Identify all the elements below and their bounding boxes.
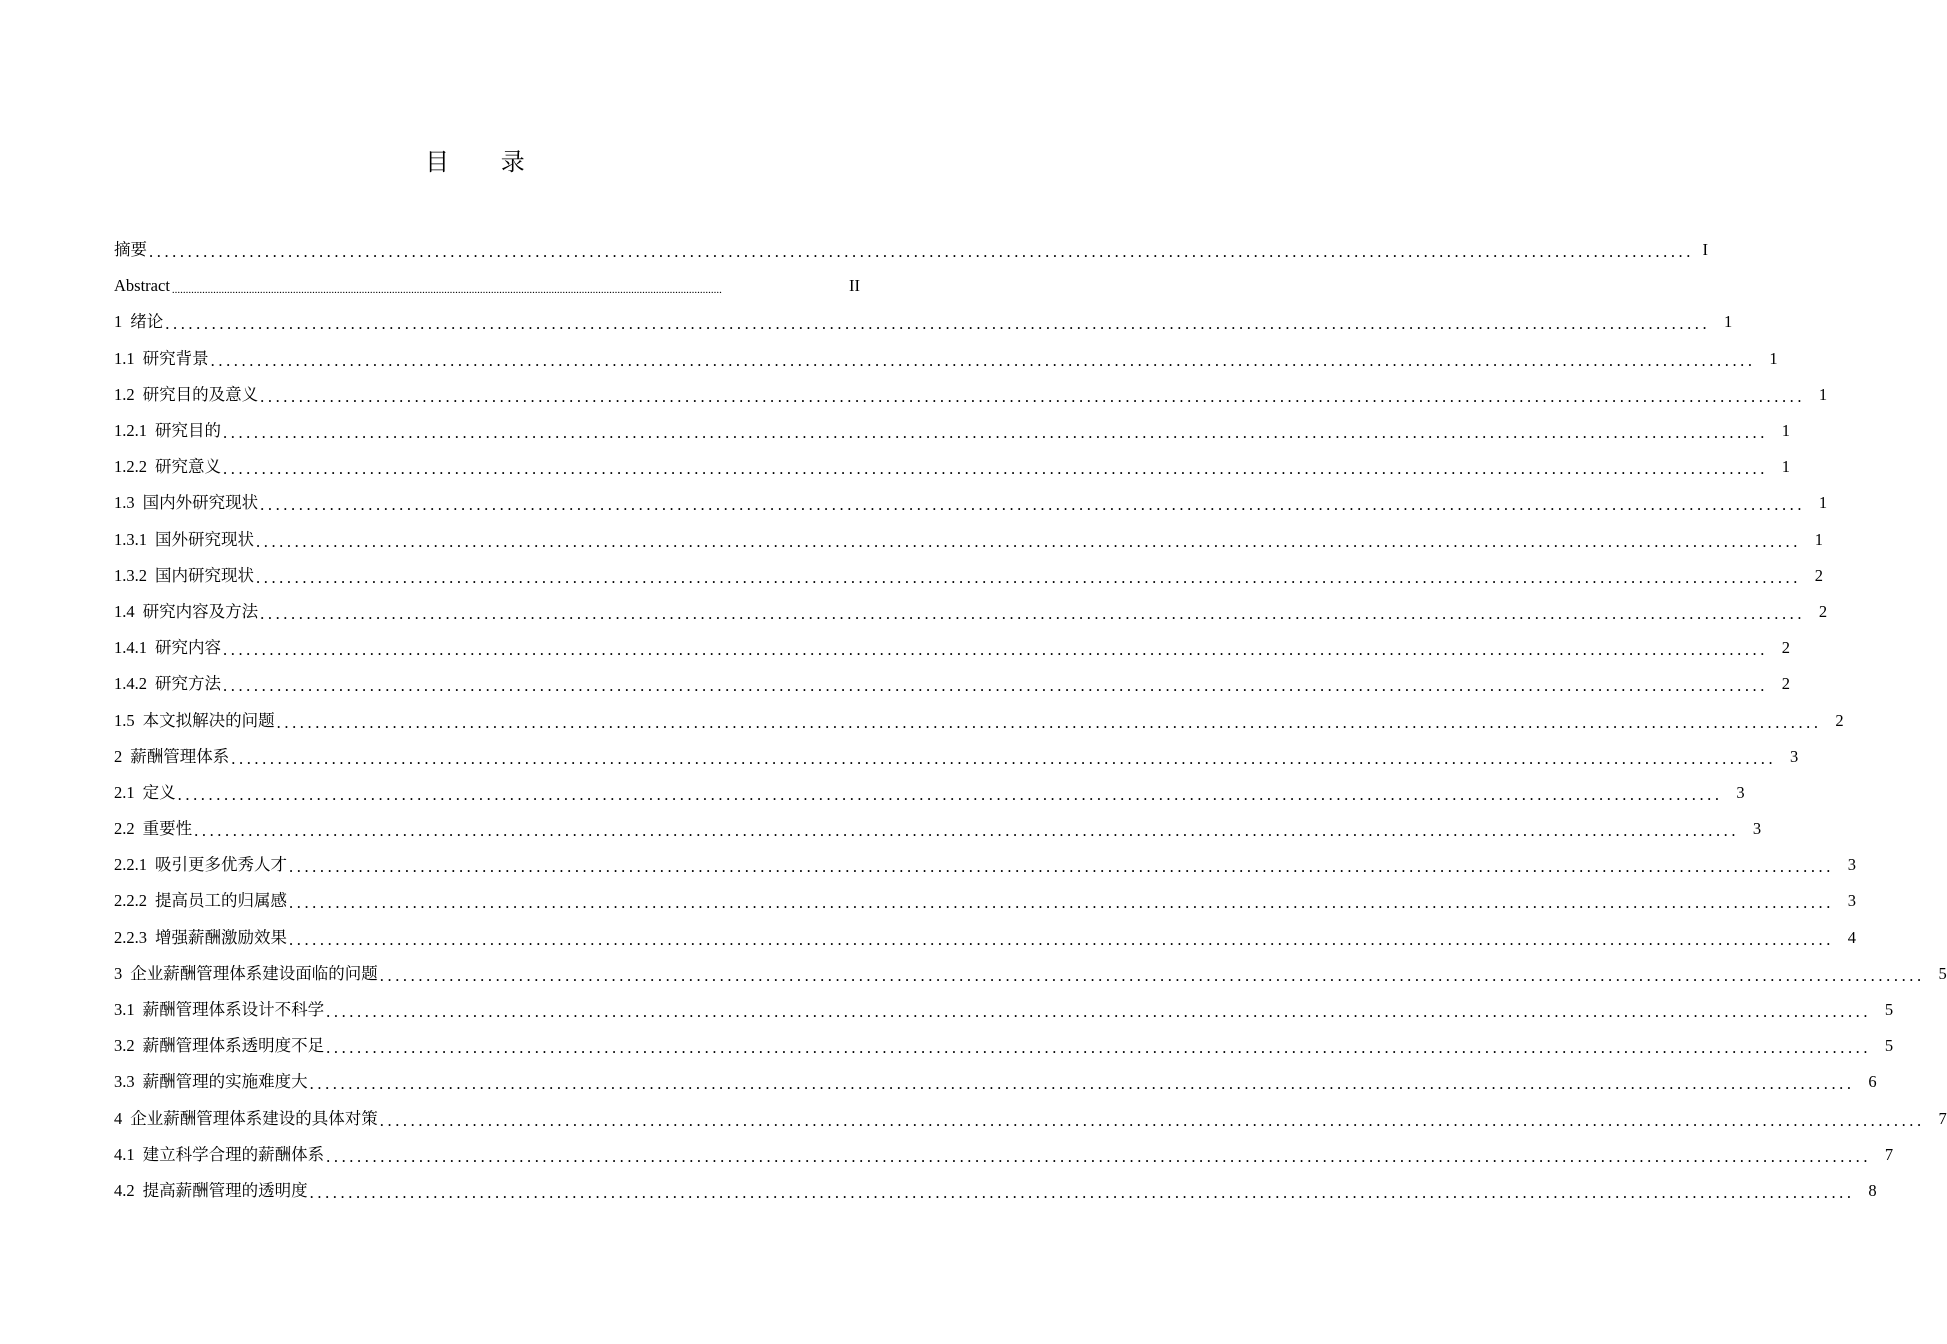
toc-leader-dots: ........................................................................................................................................................................................................ (379, 965, 1925, 985)
toc-entry-text: 国内外研究现状 (142, 493, 259, 513)
toc-entry[interactable] (114, 1028, 1894, 1064)
toc-entry-text: 研究方法 (155, 674, 221, 694)
toc-entry-number: 1.3.2 (114, 565, 147, 585)
toc-entry-label (114, 891, 287, 911)
toc-entry-number: 1.4 (114, 601, 135, 621)
toc-entry-page: 5 (1884, 1000, 1894, 1020)
toc-entry-page: 5 (1884, 1036, 1894, 1056)
toc-leader-dots: ........................................................................................................................................................................................................ (223, 423, 1768, 443)
toc-leader-dots: ........................................................................................................................................................................................................ (276, 712, 1822, 732)
toc-leader-dots: ........................................................................................................................................................................................................ (194, 821, 1740, 841)
toc-entry-number: 4.2 (114, 1180, 135, 1200)
toc-entry-number: 2.2.2 (114, 891, 147, 911)
toc-entry[interactable] (114, 341, 1778, 377)
toc-entry-page: II (849, 276, 860, 296)
toc-entry-number: 1 (114, 312, 123, 332)
toc-leader-dots: ........................................................................................................................................................................................................ (223, 676, 1768, 696)
toc-entry-text: 建立科学合理的薪酬体系 (142, 1144, 325, 1164)
toc-entry-page: 4 (1847, 927, 1856, 947)
toc-entry-text: 研究内容 (155, 638, 221, 658)
toc-entry-text: 绪论 (130, 312, 164, 332)
toc-entry-page: 3 (1790, 746, 1799, 766)
toc-entry-label (114, 349, 209, 369)
toc-leader-dots: ........................................................................................................................................................................................................ (210, 350, 1756, 370)
toc-entry-page: 3 (1847, 891, 1856, 911)
toc-entry-page: 1 (1769, 348, 1778, 368)
toc-entry-page: 1 (1781, 457, 1790, 477)
toc-entry-number: 1.5 (114, 710, 135, 730)
toc-entry-text: 吸引更多优秀人才 (155, 855, 287, 875)
toc-entry-page: 3 (1847, 855, 1856, 875)
toc-leader-dots: ........................................................................................................................................................................................................ (289, 857, 1834, 877)
toc-entry-number: 1.2.1 (114, 421, 147, 441)
toc-entry[interactable] (114, 956, 1947, 992)
toc-entry-label (114, 747, 229, 767)
toc-entry-text: 本文拟解决的问题 (142, 710, 275, 730)
toc-entry-page: 2 (1818, 601, 1828, 621)
toc-leader-dots: ........................................................................................................................................................................................................ (149, 242, 1694, 262)
toc-entry-number: 3.3 (114, 1072, 135, 1092)
toc-entry-label (114, 819, 192, 839)
toc-entry-number: 4.1 (114, 1144, 135, 1164)
toc-entry[interactable] (114, 992, 1894, 1028)
toc-entry-label (114, 928, 287, 948)
toc-entry-text: 研究内容及方法 (142, 601, 259, 621)
toc-entry-number: 1.2.2 (114, 457, 147, 477)
toc-entry[interactable] (114, 449, 1790, 485)
toc-entry-number: 2.2.1 (114, 855, 147, 875)
toc-entry-number: 2.1 (114, 782, 135, 802)
toc-leader-dots: ........................................................................................................................................................................................................ (309, 1074, 1855, 1094)
toc-entry-page: 2 (1835, 710, 1844, 730)
toc-entry-number: 1.4.1 (114, 638, 147, 658)
toc-entry-label (114, 530, 254, 550)
toc-entry-text: 提高员工的归属感 (155, 891, 287, 911)
toc-entry-page: 8 (1868, 1180, 1877, 1200)
toc-entry-label (114, 1109, 378, 1129)
toc-entry-page: 7 (1884, 1144, 1894, 1164)
toc-entry-text: 摘要 (114, 240, 147, 260)
toc-entry-page: 1 (1781, 421, 1790, 441)
toc-entry[interactable] (114, 739, 1799, 775)
toc-entry[interactable] (114, 883, 1856, 919)
toc-entry-label (114, 638, 221, 658)
toc-entry-number: 3.2 (114, 1036, 135, 1056)
toc-entry-label (114, 276, 170, 296)
toc-entry[interactable] (114, 920, 1856, 956)
toc-entry-text: 增强薪酬激励效果 (155, 927, 287, 947)
toc-entry[interactable] (114, 630, 1790, 666)
toc-leader-dots: ........................................................................................................................................................................................................ (231, 748, 1777, 768)
toc-entry-number: 2.2.3 (114, 927, 147, 947)
toc-entry[interactable] (114, 413, 1790, 449)
toc-entry-text: 研究意义 (155, 457, 221, 477)
toc-entry-page: 2 (1814, 565, 1823, 585)
toc-entry-label (114, 240, 147, 260)
toc-entry-label (114, 1181, 308, 1201)
toc-leader-dots: ........................................................................................................................................................................................................ (309, 1182, 1855, 1202)
table-of-contents (114, 232, 1947, 1209)
toc-entry[interactable] (114, 594, 1828, 630)
toc-leader-dots: ........................................................................................................................................................................................................ (223, 459, 1768, 479)
toc-entry-number: 3.1 (114, 1000, 135, 1020)
toc-entry-page: 1 (1818, 384, 1828, 404)
toc-leader-dots: ........................................................................................................................................................................................................ (165, 314, 1711, 334)
toc-entry-page: 7 (1938, 1108, 1947, 1128)
toc-entry-page: 1 (1814, 529, 1823, 549)
toc-entry-number: 1.3 (114, 493, 135, 513)
toc-entry[interactable] (114, 1064, 1877, 1100)
toc-entry-text: 提高薪酬管理的透明度 (142, 1180, 308, 1200)
toc-entry-number: 4 (114, 1108, 123, 1128)
toc-entry[interactable] (114, 232, 1708, 268)
toc-entry-text: 研究背景 (142, 348, 209, 368)
toc-entry-label (114, 566, 254, 586)
toc-entry-label (114, 855, 287, 875)
toc-entry-text: 定义 (142, 782, 176, 802)
toc-leader-dots: ........................................................................................................................................................................................................ (260, 495, 1806, 515)
toc-leader-dots: ........................................................................................................................................................................................................ (260, 386, 1806, 406)
toc-entry-text: 薪酬管理的实施难度大 (142, 1072, 308, 1092)
toc-entry-number: 2 (114, 746, 123, 766)
toc-entry-number: 2.2 (114, 819, 135, 839)
toc-leader-dots: ........................................................................................................................................................................................................ (326, 1002, 1872, 1022)
toc-entry[interactable] (114, 775, 1745, 811)
toc-leader-dots: ........................................................................................................................................................................................................ (223, 640, 1768, 660)
page-title: 目 录 (425, 148, 547, 176)
toc-entry-page: 2 (1781, 638, 1790, 658)
toc-leader-dots: ........................................................................................................................................................................................................ (256, 567, 1801, 587)
toc-entry[interactable] (114, 1137, 1894, 1173)
toc-leader-dots: ........................................................................................................................................................................................................ (379, 1110, 1925, 1130)
toc-leader-dots: ........................................................................................................................................................................................................ (171, 284, 722, 297)
toc-leader-dots: ........................................................................................................................................................................................................ (260, 603, 1806, 623)
toc-entry[interactable] (114, 1173, 1877, 1209)
toc-leader-dots: ........................................................................................................................................................................................................ (177, 784, 1723, 804)
toc-entry-number: 1.2 (114, 384, 135, 404)
toc-entry[interactable] (114, 847, 1856, 883)
toc-entry-label (114, 1145, 324, 1165)
toc-leader-dots: ........................................................................................................................................................................................................ (289, 893, 1834, 913)
toc-entry[interactable] (114, 268, 860, 304)
toc-entry-number: 1.4.2 (114, 674, 147, 694)
toc-entry-page: 5 (1938, 963, 1947, 983)
toc-entry-text: 企业薪酬管理体系建设的具体对策 (130, 1108, 378, 1128)
toc-entry[interactable] (114, 522, 1823, 558)
toc-entry-text: 研究目的及意义 (142, 384, 259, 404)
toc-entry-label (114, 385, 258, 405)
toc-entry-page: 1 (1724, 312, 1733, 332)
toc-entry-page: I (1702, 240, 1708, 260)
toc-entry-page: 1 (1818, 493, 1828, 513)
toc-entry-label (114, 1000, 324, 1020)
toc-entry-label (114, 421, 221, 441)
toc-entry-text: 重要性 (142, 819, 193, 839)
toc-entry-number: 3 (114, 963, 123, 983)
toc-entry[interactable] (114, 377, 1828, 413)
toc-leader-dots: ........................................................................................................................................................................................................ (326, 1038, 1872, 1058)
toc-entry-number: 1.3.1 (114, 529, 147, 549)
toc-entry-label (114, 711, 275, 731)
toc-entry-text: 国内研究现状 (155, 565, 254, 585)
toc-entry-label (114, 674, 221, 694)
toc-entry-label (114, 312, 163, 332)
toc-leader-dots: ........................................................................................................................................................................................................ (289, 929, 1834, 949)
toc-entry-text: Abstract (114, 276, 170, 296)
toc-leader-dots: ........................................................................................................................................................................................................ (256, 531, 1801, 551)
toc-entry[interactable] (114, 558, 1823, 594)
toc-entry-text: 薪酬管理体系设计不科学 (142, 1000, 325, 1020)
toc-entry[interactable] (114, 485, 1828, 521)
toc-entry[interactable] (114, 702, 1844, 738)
toc-entry-label (114, 602, 258, 622)
toc-entry-text: 薪酬管理体系 (130, 746, 230, 766)
toc-entry-text: 薪酬管理体系透明度不足 (142, 1036, 325, 1056)
toc-entry[interactable] (114, 1101, 1947, 1137)
toc-leader-dots: ........................................................................................................................................................................................................ (326, 1146, 1872, 1166)
toc-entry-page: 3 (1736, 782, 1745, 802)
toc-entry[interactable] (114, 811, 1762, 847)
toc-entry[interactable] (114, 666, 1790, 702)
toc-entry-label (114, 964, 378, 984)
toc-entry-number: 1.1 (114, 348, 135, 368)
toc-entry-text: 企业薪酬管理体系建设面临的问题 (130, 963, 378, 983)
toc-entry-page: 3 (1752, 819, 1762, 839)
toc-entry-text: 国外研究现状 (155, 529, 254, 549)
toc-entry-text: 研究目的 (155, 421, 221, 441)
toc-entry-label (114, 1036, 324, 1056)
toc-entry-label (114, 457, 221, 477)
toc-entry[interactable] (114, 304, 1733, 340)
toc-entry-label (114, 493, 258, 513)
toc-entry-page: 2 (1781, 674, 1790, 694)
toc-entry-label (114, 1072, 308, 1092)
toc-entry-label (114, 783, 176, 803)
toc-entry-page: 6 (1868, 1072, 1877, 1092)
